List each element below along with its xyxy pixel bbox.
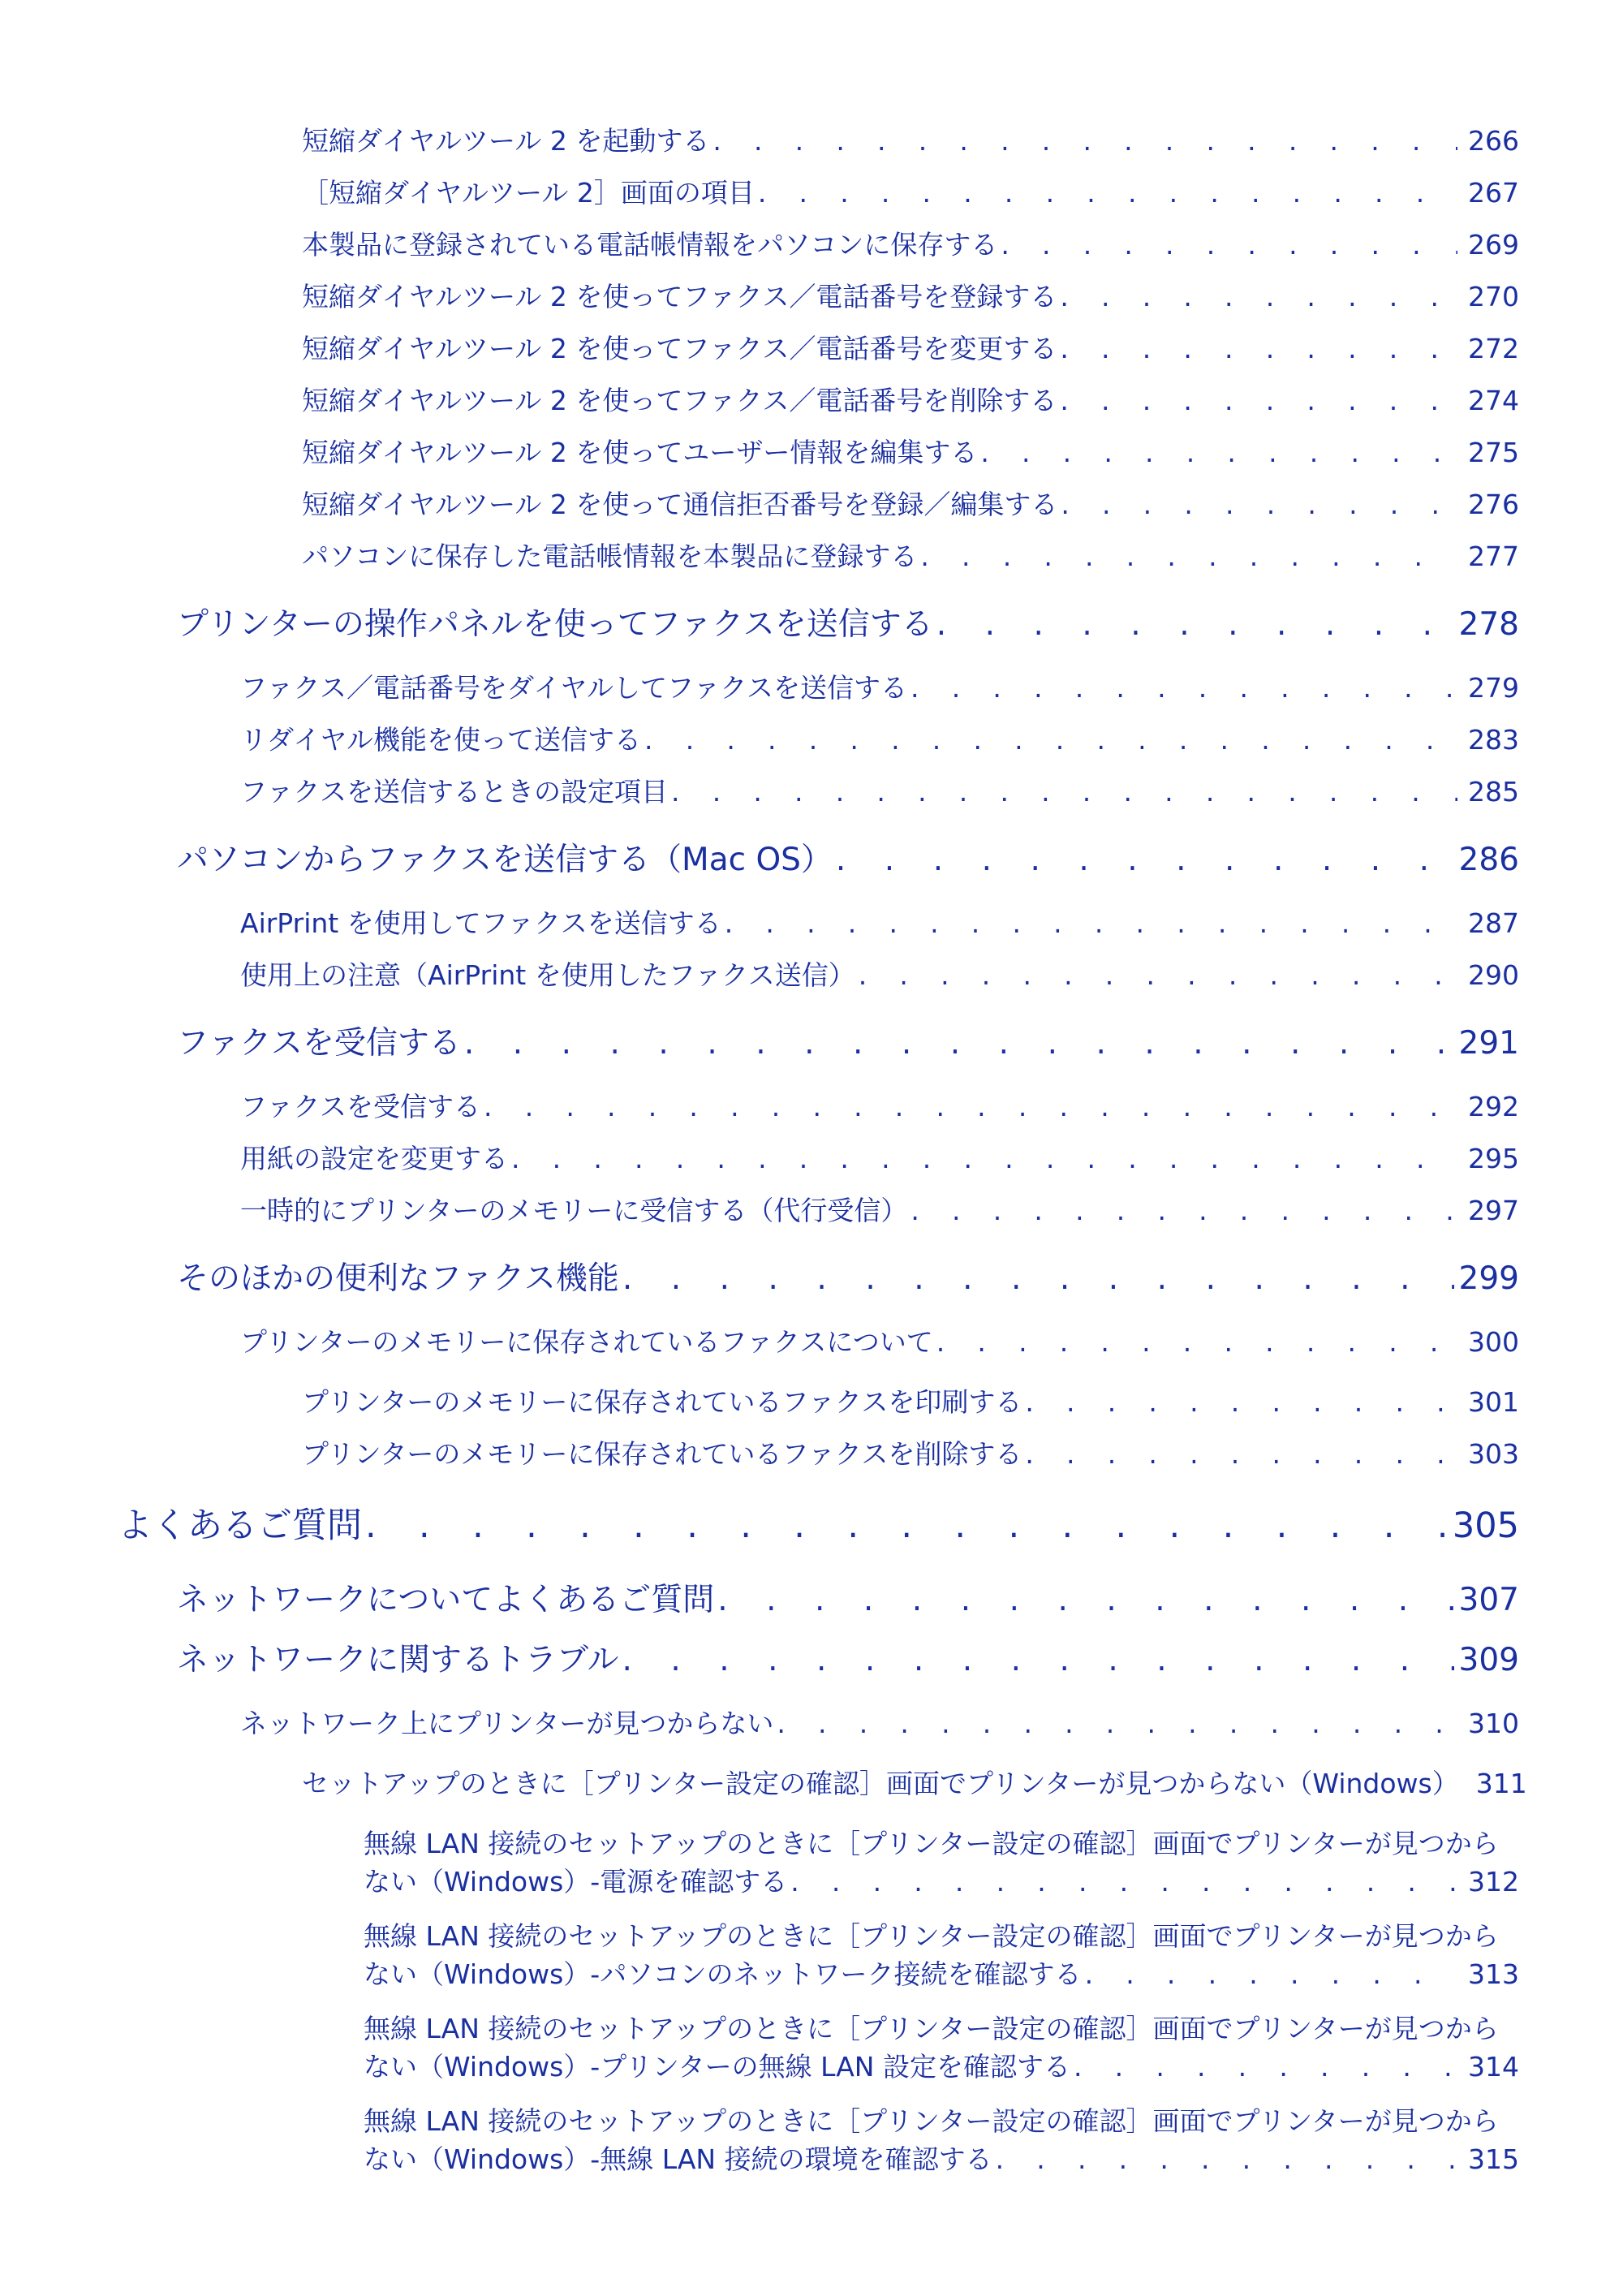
toc-page-number: 287: [1468, 907, 1519, 939]
toc-entry[interactable]: [302, 1433, 1519, 1471]
toc-entry[interactable]: [240, 1321, 1519, 1359]
leader-dots: [622, 1642, 1453, 1678]
toc-entry-title: ファクス／電話番号をダイヤルしてファクスを送信する: [240, 672, 908, 704]
toc-entry-title: ネットワーク上にプリンターが見つからない: [240, 1708, 774, 1739]
toc-page-number: 290: [1468, 959, 1519, 991]
toc-entry-title: 用紙の設定を変更する: [240, 1143, 508, 1174]
toc-entry[interactable]: [240, 771, 1519, 809]
toc-page-number: 312: [1468, 1866, 1519, 1898]
leader-dots: [936, 606, 1454, 643]
toc-page-number: 303: [1468, 1438, 1519, 1470]
toc-entry-title: そのほかの便利なファクス機能: [177, 1260, 619, 1297]
toc-section-entry[interactable]: [177, 1253, 1519, 1299]
leader-dots: [365, 1506, 1448, 1546]
leader-dots: [911, 672, 1457, 704]
toc-page-number: 285: [1468, 776, 1519, 808]
toc-entry-title-line2: ない（Windows）-電源を確認する: [364, 1866, 788, 1898]
toc-section-entry[interactable]: [177, 834, 1519, 880]
leader-dots: [671, 776, 1457, 808]
toc-entry-title-line2: ない（Windows）-プリンターの無線 LAN 設定を確認する: [364, 2051, 1070, 2083]
toc-page-number: 274: [1468, 385, 1519, 416]
toc-page-number: 311: [1475, 1768, 1527, 1799]
toc-entry-title-line1: 無線 LAN 接続のセットアップのときに［プリンター設定の確認］画面でプリンターが見つから: [364, 1920, 1499, 1952]
toc-entry-title: ［短縮ダイヤルツール 2］画面の項目: [302, 177, 755, 209]
toc-entry-title-line1: 無線 LAN 接続のセットアップのときに［プリンター設定の確認］画面でプリンターが見つから: [364, 2013, 1499, 2044]
toc-entry[interactable]: [302, 484, 1519, 522]
toc-page-number: 299: [1458, 1260, 1519, 1297]
toc-page-number: 272: [1468, 333, 1519, 364]
leader-dots: [996, 2143, 1457, 2175]
toc-entry-title: 短縮ダイヤルツール 2 を使ってファクス／電話番号を削除する: [302, 385, 1057, 416]
toc-entry-title: よくあるご質問: [118, 1506, 362, 1546]
toc-entry[interactable]: [364, 2008, 1519, 2084]
toc-entry-title: ファクスを送信するときの設定項目: [240, 776, 669, 808]
toc-entry[interactable]: [240, 1190, 1519, 1228]
toc-entry[interactable]: [240, 1138, 1519, 1176]
toc-page-number: 301: [1468, 1386, 1519, 1418]
leader-dots: [1060, 333, 1457, 364]
toc-section-entry[interactable]: [177, 1018, 1519, 1063]
toc-page-number: 276: [1468, 489, 1519, 520]
leader-dots: [920, 541, 1457, 572]
toc-entry[interactable]: [240, 954, 1519, 993]
toc-entry[interactable]: [302, 1381, 1519, 1419]
toc-entry-title: ネットワークについてよくあるご質問: [177, 1582, 715, 1618]
leader-dots: [936, 1326, 1457, 1358]
toc-entry[interactable]: [302, 224, 1519, 262]
toc-entry-title: 短縮ダイヤルツール 2 を使ってユーザー情報を編集する: [302, 437, 978, 468]
toc-entry[interactable]: [302, 432, 1519, 470]
leader-dots: [1001, 229, 1457, 261]
toc-entry-title: パソコンに保存した電話帳情報を本製品に登録する: [302, 541, 918, 572]
toc-page-number: 295: [1468, 1143, 1519, 1174]
toc-entry-title: 短縮ダイヤルツール 2 を使ってファクス／電話番号を登録する: [302, 281, 1057, 312]
toc-entry-title: ファクスを受信する: [177, 1025, 461, 1062]
toc-page-number: 270: [1468, 281, 1519, 312]
toc-entry[interactable]: [302, 276, 1519, 314]
leader-dots: [717, 1582, 1453, 1618]
toc-entry[interactable]: [302, 1763, 1527, 1801]
leader-dots: [1060, 281, 1457, 312]
leader-dots: [859, 959, 1457, 991]
toc-entry[interactable]: [240, 1086, 1519, 1124]
toc-page-number: 277: [1468, 541, 1519, 572]
leader-dots: [911, 1195, 1457, 1226]
toc-entry[interactable]: [302, 172, 1519, 210]
toc-entry-title: プリンターの操作パネルを使ってファクスを送信する: [177, 606, 933, 643]
leader-dots: [1085, 1958, 1457, 1990]
toc-page-number: 315: [1468, 2143, 1519, 2175]
toc-page-number: 313: [1468, 1958, 1519, 1990]
leader-dots: [725, 907, 1457, 939]
toc-page-number: 310: [1468, 1708, 1519, 1739]
toc-entry-title: 本製品に登録されている電話帳情報をパソコンに保存する: [302, 229, 998, 261]
toc-page-number: 278: [1458, 606, 1519, 643]
toc-entry[interactable]: [240, 1703, 1519, 1741]
toc-chapter-entry[interactable]: [118, 1498, 1519, 1548]
leader-dots: [836, 842, 1454, 878]
toc-entry[interactable]: [240, 719, 1519, 757]
toc-entry-title-line1: 無線 LAN 接続のセットアップのときに［プリンター設定の確認］画面でプリンターが見つから: [364, 2105, 1499, 2137]
toc-section-entry[interactable]: [177, 1635, 1519, 1680]
toc-entry[interactable]: [240, 667, 1519, 705]
toc-entry-title: セットアップのときに［プリンター設定の確認］画面でプリンターが見つからない（Windows）: [302, 1768, 1459, 1799]
toc-entry-title-line1: 無線 LAN 接続のセットアップのときに［プリンター設定の確認］画面でプリンターが見つから: [364, 1828, 1499, 1859]
toc-entry[interactable]: [302, 120, 1519, 158]
toc-entry-title: プリンターのメモリーに保存されているファクスを削除する: [302, 1438, 1022, 1470]
leader-dots: [1060, 385, 1457, 416]
toc-entry[interactable]: [364, 2100, 1519, 2177]
toc-page-number: 266: [1468, 125, 1519, 157]
toc-entry-title: AirPrint を使用してファクスを送信する: [240, 907, 721, 939]
toc-entry-title: 一時的にプリンターのメモリーに受信する（代行受信）: [240, 1195, 908, 1226]
toc-page-number: 275: [1468, 437, 1519, 468]
toc-page-number: 314: [1468, 2051, 1519, 2083]
leader-dots: [1061, 489, 1457, 520]
leader-dots: [622, 1260, 1454, 1297]
toc-page-number: 291: [1458, 1025, 1519, 1062]
leader-dots: [511, 1143, 1457, 1174]
toc-entry-title: ファクスを受信する: [240, 1091, 481, 1122]
toc-page-number: 292: [1468, 1091, 1519, 1122]
toc-entry[interactable]: [364, 1823, 1519, 1899]
toc-entry-title: パソコンからファクスを送信する（Mac OS）: [177, 842, 833, 878]
toc-section-entry[interactable]: [177, 599, 1519, 644]
toc-page-number: 307: [1458, 1582, 1519, 1618]
toc-entry[interactable]: [302, 536, 1519, 574]
toc-entry-title-line2: ない（Windows）-無線 LAN 接続の環境を確認する: [364, 2143, 992, 2175]
toc-entry-title: リダイヤル機能を使って送信する: [240, 724, 642, 756]
toc-entry-title: 短縮ダイヤルツール 2 を使って通信拒否番号を登録／編集する: [302, 489, 1058, 520]
toc-page-number: 305: [1452, 1506, 1519, 1546]
toc-page-number: 300: [1468, 1326, 1519, 1358]
leader-dots: [1025, 1386, 1457, 1418]
leader-dots: [1025, 1438, 1457, 1470]
toc-entry-title: ネットワークに関するトラブル: [177, 1642, 619, 1678]
toc-entry[interactable]: [364, 1915, 1519, 1992]
toc-entry-title: 使用上の注意（AirPrint を使用したファクス送信）: [240, 959, 855, 991]
toc-entry-title: 短縮ダイヤルツール 2 を使ってファクス／電話番号を変更する: [302, 333, 1057, 364]
leader-dots: [758, 177, 1457, 209]
toc-entry-title: 短縮ダイヤルツール 2 を起動する: [302, 125, 710, 157]
toc-entry[interactable]: [240, 902, 1519, 941]
toc-entry[interactable]: [302, 380, 1519, 418]
toc-page-number: 283: [1468, 724, 1519, 756]
leader-dots: [712, 125, 1457, 157]
leader-dots: [790, 1866, 1457, 1898]
toc-page-number: 309: [1458, 1642, 1519, 1678]
toc-entry[interactable]: [302, 328, 1519, 366]
leader-dots: [777, 1708, 1457, 1739]
toc-page-number: 267: [1468, 177, 1519, 209]
toc-entry-title: プリンターのメモリーに保存されているファクスについて: [240, 1326, 933, 1358]
leader-dots: [1074, 2051, 1457, 2083]
toc-page-number: 269: [1468, 229, 1519, 261]
leader-dots: [980, 437, 1457, 468]
toc-page-number: 297: [1468, 1195, 1519, 1226]
toc-section-entry[interactable]: [177, 1574, 1519, 1620]
toc-page-number: 279: [1468, 672, 1519, 704]
toc-entry-title-line2: ない（Windows）-パソコンのネットワーク接続を確認する: [364, 1958, 1082, 1990]
toc-page-number: 286: [1458, 842, 1519, 878]
leader-dots: [464, 1025, 1454, 1062]
leader-dots: [484, 1091, 1457, 1122]
toc-entry-title: プリンターのメモリーに保存されているファクスを印刷する: [302, 1386, 1022, 1418]
leader-dots: [644, 724, 1457, 756]
